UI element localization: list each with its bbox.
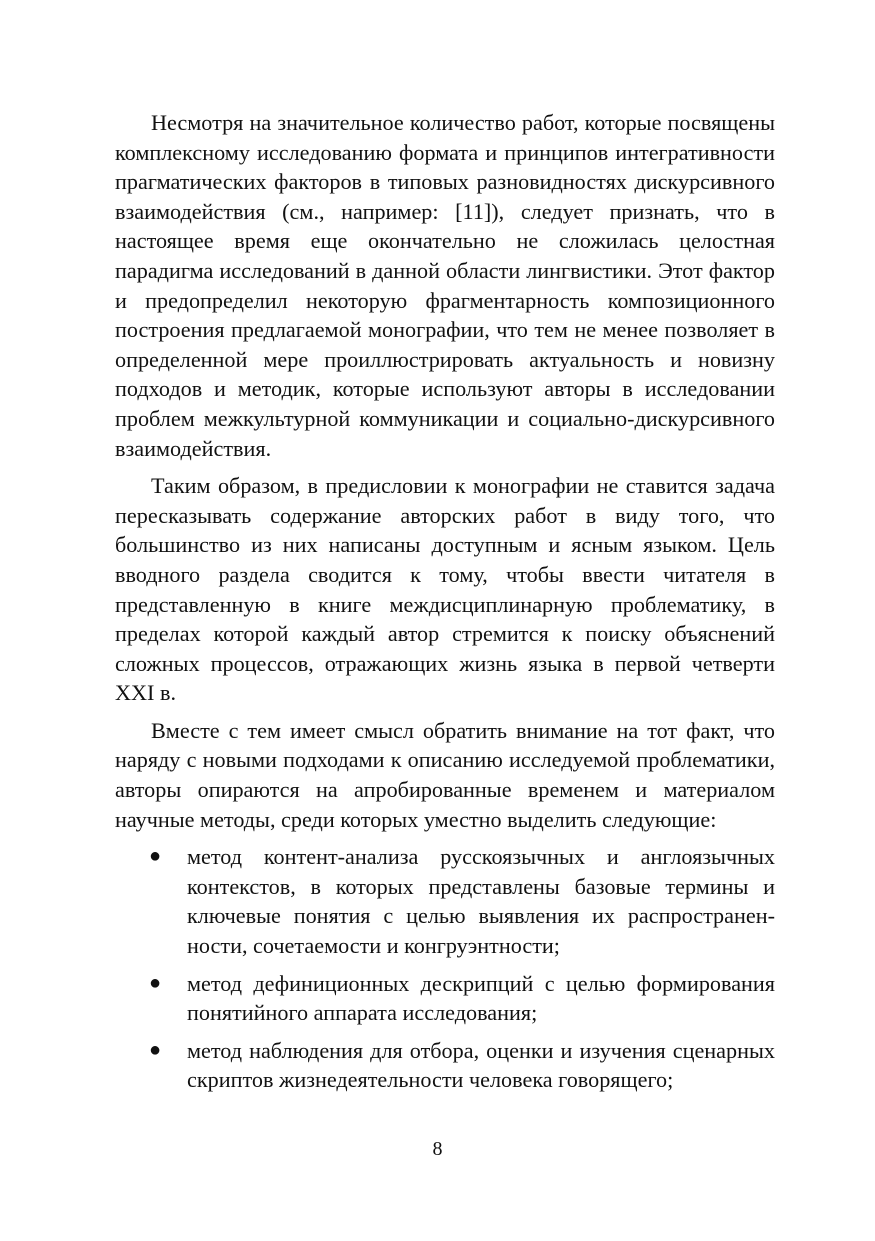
methods-list — [115, 842, 775, 1095]
page-number: 8 — [432, 1138, 443, 1160]
bullet-icon: ● — [148, 845, 162, 868]
paragraph-1: Несмотря на значительное количество работ, которые посвящены комплексному исследованию формата и принципов интегративности прагматических факторов в типовых разновидностях дискурсивного взаимодействия (см., например: [11]), следует признать, что в настоящее время еще окончательно не сложилась целостная парадигма исследований в данной области лингвистики. Этот фактор и предопределил некоторую фрагментарность композиционного построения предлагаемой монографии, что тем не менее позволяет в определенной мере проиллюстрировать актуальность и новизну подходов и методик, которые используют авторы в исследовании проблем межкультурной коммуникации и социально-дискурсивного взаимодействия. — [115, 110, 775, 461]
paragraph-3: Вместе с тем имеет смысл обратить внимание на тот факт, что наряду с новыми подходами к описанию исследуемой проблематики, авторы опираются на апробированные временем и материалом научные методы, среди которых уместно выделить следующие: — [115, 717, 775, 832]
bullet-icon: ● — [148, 1038, 162, 1061]
list-item — [115, 1036, 775, 1095]
page-body — [115, 108, 775, 1103]
list-item — [115, 969, 775, 1028]
bullet-icon: ● — [148, 971, 162, 994]
list-item — [115, 842, 775, 960]
list-item-text: метод дефиниционных дескрипций с целью формирования понятийного аппарата исследования; — [187, 970, 775, 1026]
list-item-text: метод контент-анализа русскоязычных и англоязычных контекстов, в которых представлены базовые термины и ключевые понятия с целью выявления их распространенности, сочетаемости и конгруэнтности; — [187, 844, 775, 959]
list-item-text: метод наблюдения для отбора, оценки и изучения сценарных скриптов жизнедеятельности человека говорящего; — [187, 1037, 775, 1093]
paragraph-2: Таким образом, в предисловии к монографии не ставится задача пересказывать содержание авторских работ в виду того, что большинство из них написаны доступным и ясным языком. Цель вводного раздела сводится к тому, чтобы ввести читателя в представленную в книге междисциплинарную проблематику, в пределах которой каждый автор стремится к поиску объяснений сложных процессов, отражающих жизнь языка в первой четверти XXI в. — [115, 473, 775, 706]
